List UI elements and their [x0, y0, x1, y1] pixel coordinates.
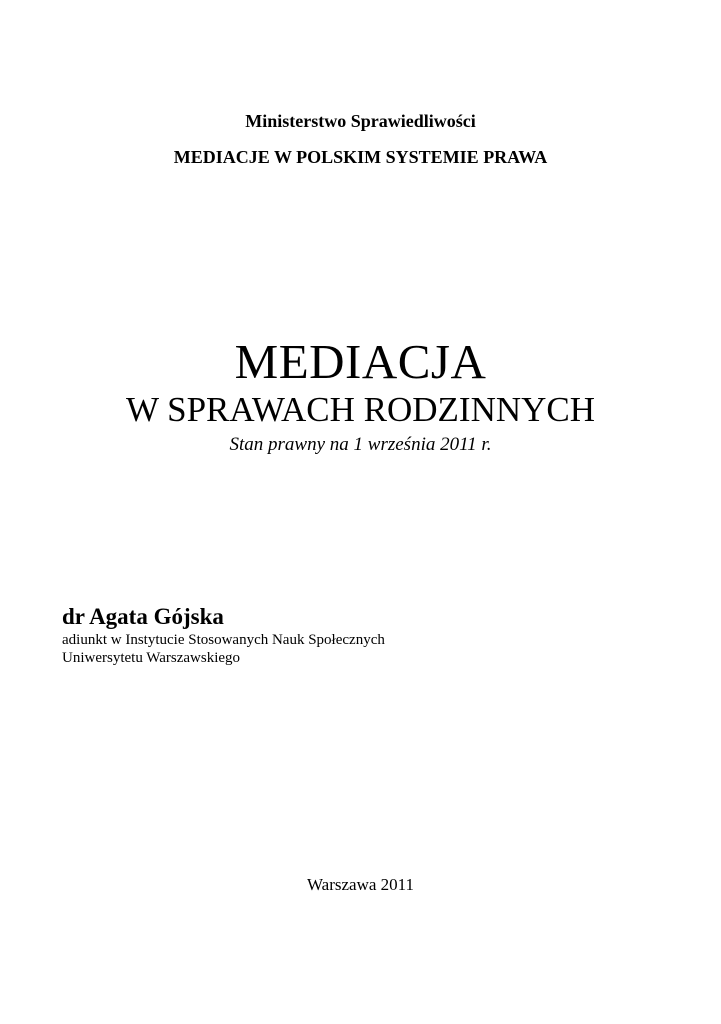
document-subtitle: W SPRAWACH RODZINNYCH	[125, 390, 596, 429]
legal-status-date: Stan prawny na 1 września 2011 r.	[229, 434, 492, 455]
author-block	[62, 603, 662, 667]
document-main-title: MEDIACJA	[234, 334, 487, 389]
series-title: MEDIACJE W POLSKIM SYSTEMIE PRAWA	[173, 147, 548, 167]
author-affiliation-line: adiunkt w Instytucie Stosowanych Nauk Społecznych	[62, 632, 385, 648]
author-affiliation-line: Uniwersytetu Warszawskiego	[62, 650, 241, 666]
institution-name: Ministerstwo Sprawiedliwości	[245, 111, 476, 131]
place-and-year: Warszawa 2011	[306, 875, 415, 894]
author-name: dr Agata Gójska	[62, 604, 224, 629]
